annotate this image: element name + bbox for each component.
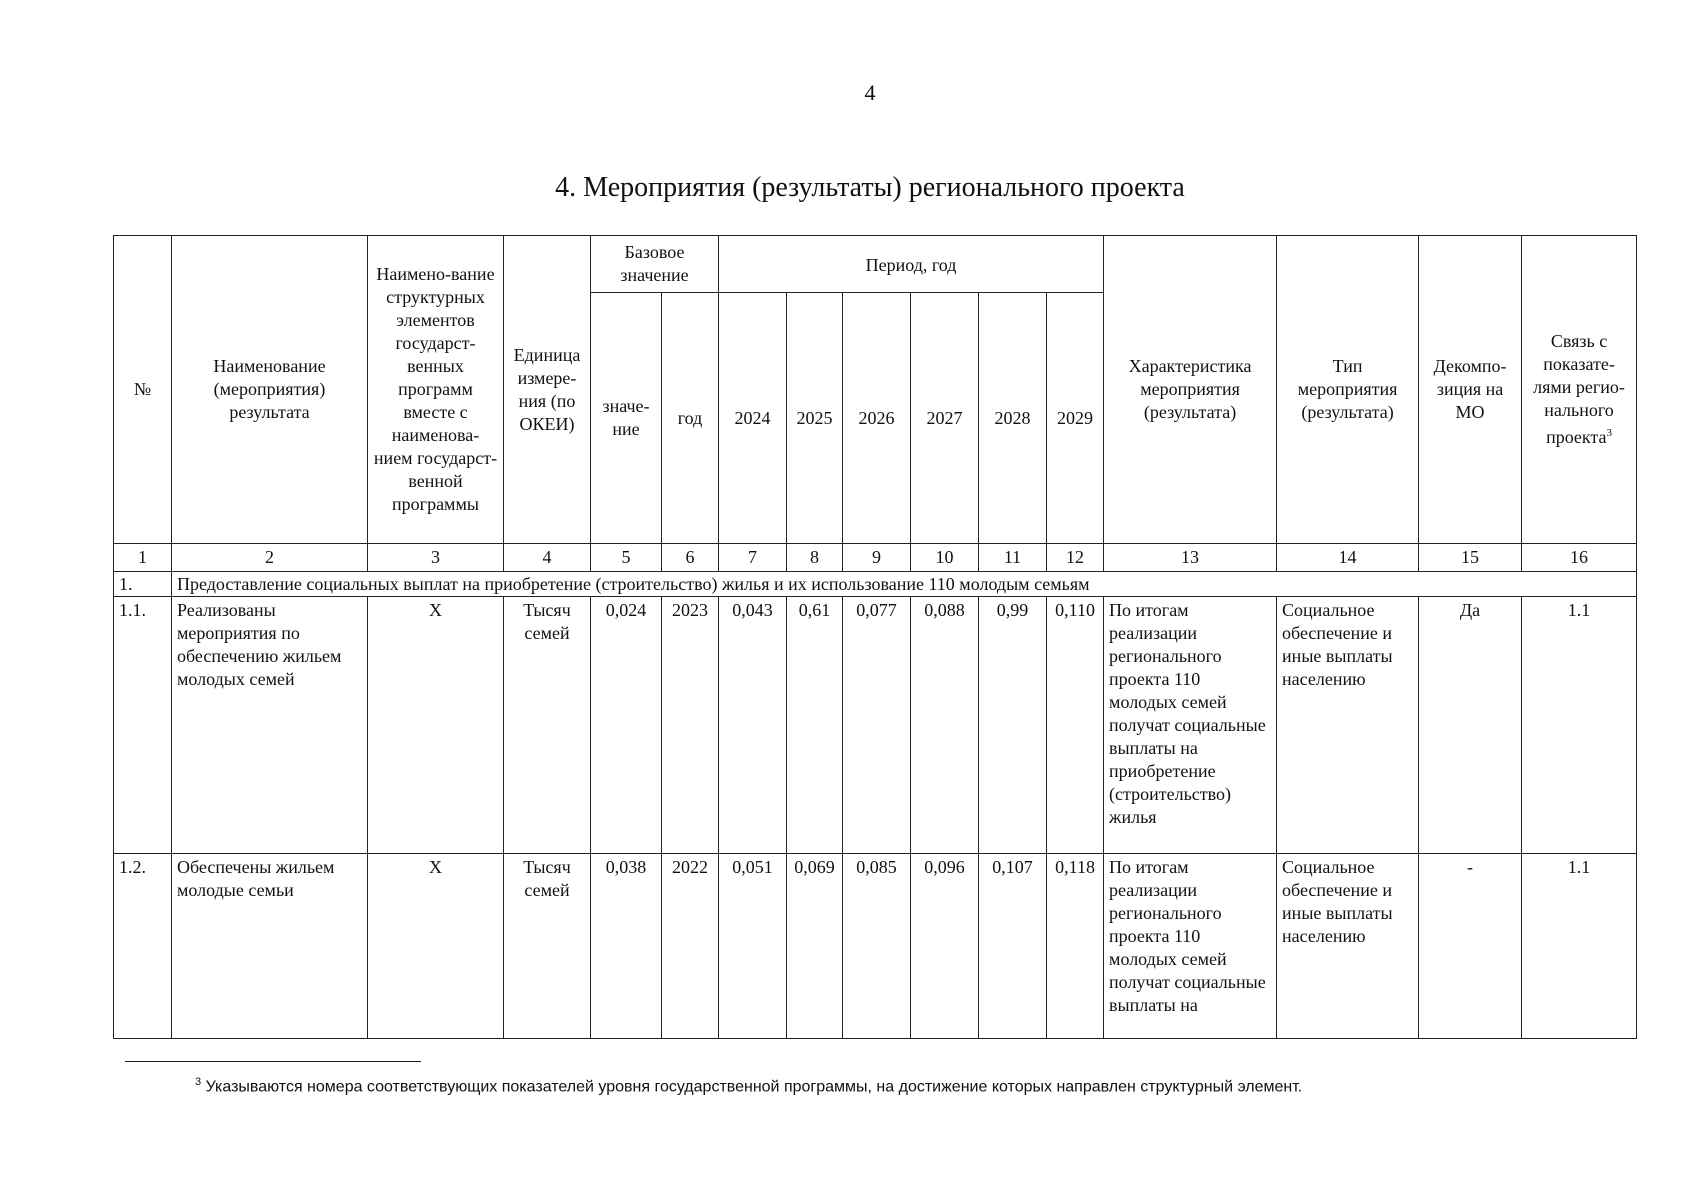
header-num: № xyxy=(114,236,172,544)
row-year-2026: 0,077 xyxy=(843,597,911,854)
col-number: 9 xyxy=(843,544,911,572)
page-number: 4 xyxy=(864,80,876,105)
row-characteristic: По итогам реализации регионального проекта 110 молодых семей получат социальные выплаты на приобретение (строительство) жилья xyxy=(1104,597,1277,854)
col-number: 4 xyxy=(504,544,591,572)
header-period: Период, год xyxy=(719,236,1104,293)
col-number: 13 xyxy=(1104,544,1277,572)
col-number: 10 xyxy=(911,544,979,572)
row-year-2024: 0,051 xyxy=(719,854,787,1039)
row-type: Социальное обеспечение и иные выплаты населению xyxy=(1277,854,1419,1039)
row-base-value: 0,038 xyxy=(591,854,662,1039)
row-year-2029: 0,110 xyxy=(1047,597,1104,854)
header-year-2027: 2027 xyxy=(911,293,979,544)
header-year-2026: 2026 xyxy=(843,293,911,544)
col-number: 5 xyxy=(591,544,662,572)
row-unit: Тысяч семей xyxy=(504,597,591,854)
row-year-2028: 0,107 xyxy=(979,854,1047,1039)
header-decomposition: Декомпо-зиция на МО xyxy=(1419,236,1522,544)
col-number: 14 xyxy=(1277,544,1419,572)
row-year-2028: 0,99 xyxy=(979,597,1047,854)
col-number: 6 xyxy=(662,544,719,572)
header-characteristic: Характеристика мероприятия (результата) xyxy=(1104,236,1277,544)
row-year-2025: 0,61 xyxy=(787,597,843,854)
footnote-text: Указываются номера соответствующих показателей уровня государственной программы, на достижение которых направлен структурный элемент. xyxy=(205,1078,1303,1096)
col-number: 2 xyxy=(172,544,368,572)
row-year-2029: 0,118 xyxy=(1047,854,1104,1039)
group-title: Предоставление социальных выплат на приобретение (строительство) жилья и их использование 110 молодым семьям xyxy=(172,572,1637,597)
group-row xyxy=(114,572,1637,597)
group-num: 1. xyxy=(114,572,172,597)
header-unit: Единица измере-ния (по ОКЕИ) xyxy=(504,236,591,544)
row-name: Обеспечены жильем молодые семьи xyxy=(172,854,368,1039)
header-year-2028: 2028 xyxy=(979,293,1047,544)
header-base-year: год xyxy=(662,293,719,544)
row-year-2025: 0,069 xyxy=(787,854,843,1039)
table-row xyxy=(114,854,1637,1039)
col-number: 16 xyxy=(1522,544,1637,572)
row-name: Реализованы мероприятия по обеспечению жильем молодых семей xyxy=(172,597,368,854)
footnote-ref: 3 xyxy=(1606,427,1613,439)
row-base-year: 2023 xyxy=(662,597,719,854)
section-title: 4. Мероприятия (результаты) регионального проекта xyxy=(555,172,1185,203)
row-link: 1.1 xyxy=(1522,854,1637,1039)
header-base: Базовое значение xyxy=(591,236,719,293)
column-number-row xyxy=(114,544,1637,572)
header-link-text: Связь с показате-лями регио-нального проекта xyxy=(1533,331,1625,447)
row-structural: Х xyxy=(368,854,504,1039)
row-year-2027: 0,096 xyxy=(911,854,979,1039)
header-row-1 xyxy=(114,236,1637,293)
header-type: Тип мероприятия (результата) xyxy=(1277,236,1419,544)
row-structural: Х xyxy=(368,597,504,854)
header-base-value: значе-ние xyxy=(591,293,662,544)
footnote-marker: 3 xyxy=(195,1076,202,1088)
row-decomposition: - xyxy=(1419,854,1522,1039)
col-number: 12 xyxy=(1047,544,1104,572)
col-number: 7 xyxy=(719,544,787,572)
col-number: 8 xyxy=(787,544,843,572)
row-num: 1.1. xyxy=(114,597,172,854)
row-link: 1.1 xyxy=(1522,597,1637,854)
results-table xyxy=(113,235,1637,1039)
row-base-value: 0,024 xyxy=(591,597,662,854)
row-base-year: 2022 xyxy=(662,854,719,1039)
col-number: 3 xyxy=(368,544,504,572)
header-year-2024: 2024 xyxy=(719,293,787,544)
col-number: 11 xyxy=(979,544,1047,572)
row-num: 1.2. xyxy=(114,854,172,1039)
row-decomposition: Да xyxy=(1419,597,1522,854)
col-number: 15 xyxy=(1419,544,1522,572)
header-name: Наименование (мероприятия) результата xyxy=(172,236,368,544)
footnote xyxy=(195,1076,1302,1096)
row-type: Социальное обеспечение и иные выплаты населению xyxy=(1277,597,1419,854)
row-year-2024: 0,043 xyxy=(719,597,787,854)
header-year-2029: 2029 xyxy=(1047,293,1104,544)
row-unit: Тысяч семей xyxy=(504,854,591,1039)
row-year-2027: 0,088 xyxy=(911,597,979,854)
header-structural: Наимено-вание структурных элементов государст-венных программ вместе с наименова-нием государст-венной программы xyxy=(368,236,504,544)
table-row xyxy=(114,597,1637,854)
footnote-divider xyxy=(125,1061,421,1062)
row-characteristic: По итогам реализации регионального проекта 110 молодых семей получат социальные выплаты на xyxy=(1104,854,1277,1039)
col-number: 1 xyxy=(114,544,172,572)
header-link xyxy=(1522,236,1637,544)
row-year-2026: 0,085 xyxy=(843,854,911,1039)
header-year-2025: 2025 xyxy=(787,293,843,544)
